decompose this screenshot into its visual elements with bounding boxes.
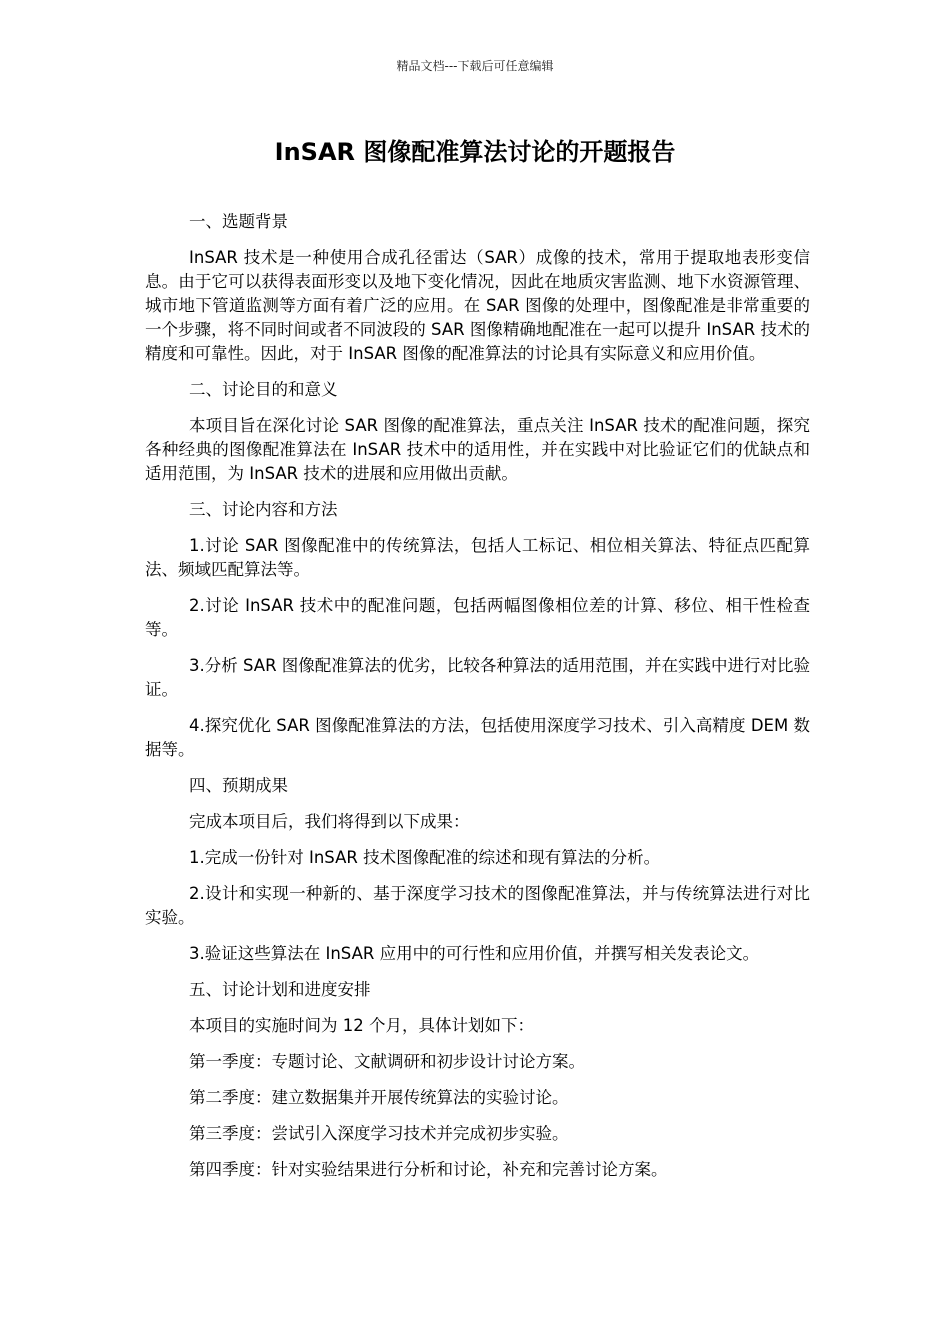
schedule-item: 第一季度：专题讨论、文献调研和初步设计讨论方案。: [189, 1052, 585, 1071]
schedule-item: 第四季度：针对实验结果进行分析和讨论，补充和完善讨论方案。: [189, 1160, 668, 1179]
paragraph-schedule-intro: 本项目的实施时间为 12 个月，具体计划如下：: [189, 1016, 534, 1035]
paragraph-purpose: 本项目旨在深化讨论 SAR 图像的配准算法，重点关注 InSAR 技术的配准问题，探究各种经典的图像配准算法在 InSAR 技术中的适用性，并在实践中对比验证它们的优缺点和适用范围，为 InSAR 技术的进展和应用做出贡献。: [145, 416, 810, 483]
list-item: 2.讨论 InSAR 技术中的配准问题，包括两幅图像相位差的计算、移位、相干性检查等。: [145, 596, 810, 639]
paragraph-background: InSAR 技术是一种使用合成孔径雷达（SAR）成像的技术，常用于提取地表形变信息。由于它可以获得表面形变以及地下变化情况，因此在地质灾害监测、地下水资源管理、城市地下管道监测等方面有着广泛的应用。在 SAR 图像的处理中，图像配准是非常重要的一个步骤，将不同时间或者不同波段的 SAR 图像精确地配准在一起可以提升 InSAR 技术的精度和可靠性。因此，对于 InSAR 图像的配准算法的讨论具有实际意义和应用价值。: [145, 248, 810, 363]
paragraph-results-intro: 完成本项目后，我们将得到以下成果：: [189, 812, 470, 831]
schedule-item: 第二季度：建立数据集并开展传统算法的实验讨论。: [189, 1088, 569, 1107]
list-item: 1.讨论 SAR 图像配准中的传统算法，包括人工标记、相位相关算法、特征点匹配算法、频域匹配算法等。: [145, 536, 810, 579]
list-item: 3.分析 SAR 图像配准算法的优劣，比较各种算法的适用范围，并在实践中进行对比验证。: [145, 656, 810, 699]
section-heading-schedule: 五、讨论计划和进度安排: [189, 980, 371, 999]
list-item: 2.设计和实现一种新的、基于深度学习技术的图像配准算法，并与传统算法进行对比实验。: [145, 884, 810, 927]
list-item: 1.完成一份针对 InSAR 技术图像配准的综述和现有算法的分析。: [189, 848, 661, 867]
document-body: [145, 210, 810, 1194]
schedule-item: 第三季度：尝试引入深度学习技术并完成初步实验。: [189, 1124, 569, 1143]
section-heading-content-method: 三、讨论内容和方法: [189, 500, 338, 519]
section-heading-background: 一、选题背景: [189, 212, 288, 231]
section-heading-purpose: 二、讨论目的和意义: [189, 380, 338, 399]
header-note: 精品文档---下载后可任意编辑: [396, 59, 554, 73]
section-heading-expected-results: 四、预期成果: [189, 776, 288, 795]
document-title: InSAR 图像配准算法讨论的开题报告: [274, 138, 676, 166]
list-item: 3.验证这些算法在 InSAR 应用中的可行性和应用价值，并撰写相关发表论文。: [189, 944, 760, 963]
list-item: 4.探究优化 SAR 图像配准算法的方法，包括使用深度学习技术、引入高精度 DEM 数据等。: [145, 716, 810, 759]
